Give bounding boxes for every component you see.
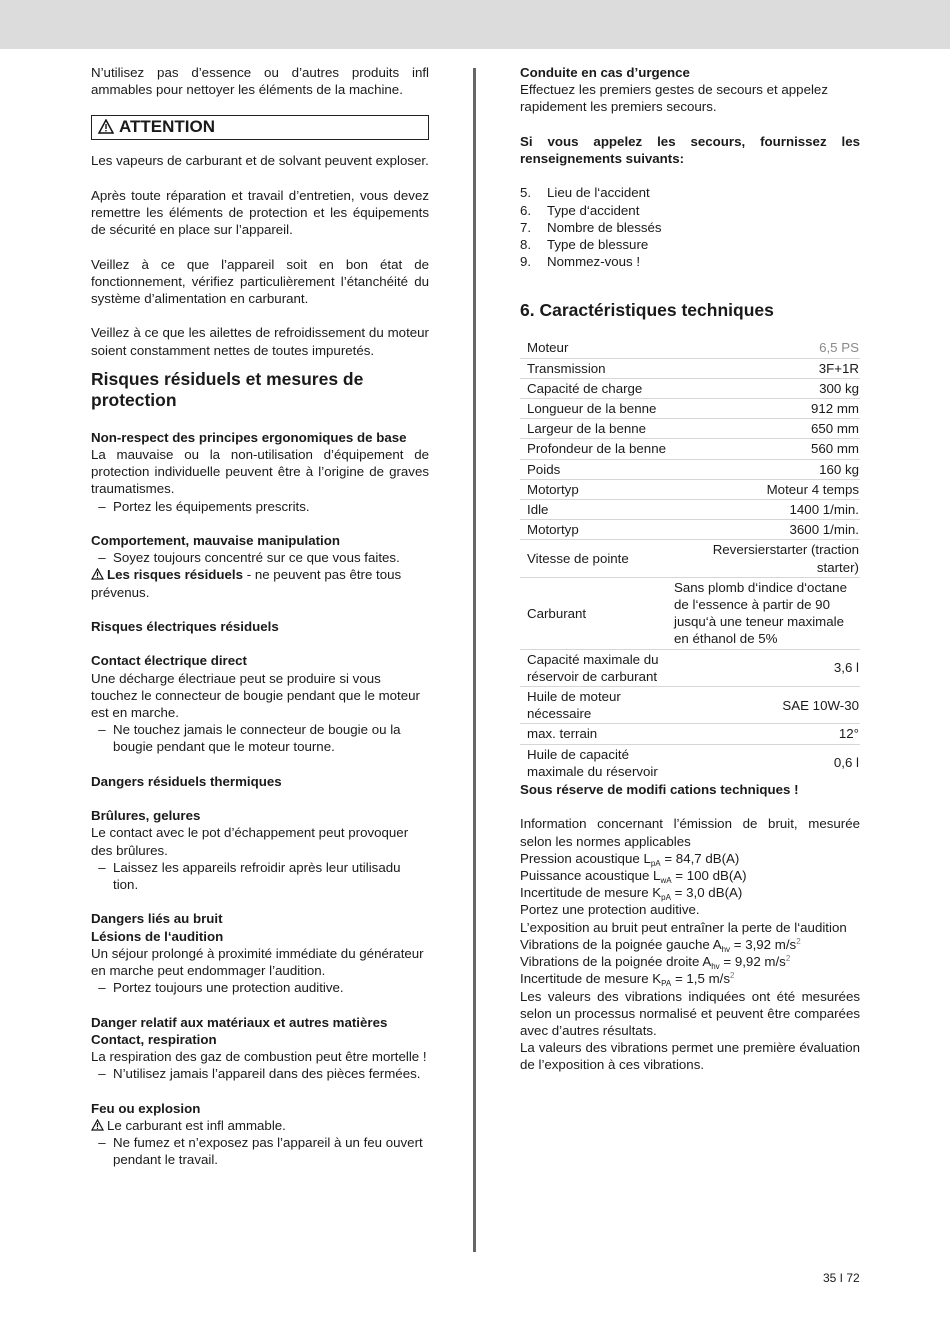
section-title-secours: Si vous appelez les secours, fournissez les renseignements suivants: <box>520 133 860 166</box>
right-column <box>520 64 860 1074</box>
section-title-ergonomie: Non-respect des principes ergonomiques de base <box>91 429 407 445</box>
paragraph-veillez-2: Veillez à ce que les ailettes de refroidissement du moteur soient constamment nettes de toutes impuretés. <box>91 325 429 358</box>
warning-icon <box>98 119 114 134</box>
warning-line-feu: Le carburant est infl ammable. <box>91 1117 429 1134</box>
section-text-brulures: Le contact avec le pot d’échappement peut provoquer des brûlures. <box>91 825 409 858</box>
heading-risques: Risques résiduels et mesures de protection <box>91 368 364 410</box>
section-title-urgence: Conduite en cas d’urgence <box>520 65 690 80</box>
section-title-respiration: Contact, respiration <box>91 1031 217 1047</box>
vibrations-text-1: Les valeurs des vibrations indiquées ont été mesurées selon un processus normalisé et peuvent être comparées avec d’autres résultats. <box>520 988 860 1038</box>
table-row: Profondeur de la benne 560 mm <box>520 439 860 459</box>
section-title-feu: Feu ou explosion <box>91 1100 201 1116</box>
bullet-item: – N’utilisez jamais l’appareil dans des pièces fermées. <box>98 1066 421 1082</box>
section-title-materiaux: Danger relatif aux matériaux et autres matières <box>91 1014 388 1030</box>
puissance-acoustique: Puissance acoustique $L_{wA} = 100$ dB(A) <box>520 868 747 886</box>
attention-label: ATTENTION <box>119 117 216 137</box>
section-text-urgence: Effectuez les premiers gestes de secours et appelez rapidement les premiers secours. <box>520 82 828 115</box>
bullet-item: – Laissez les appareils refroidir après leur utilisadu tion. <box>98 859 401 892</box>
section-title-audition: Lésions de l‘audition <box>91 928 224 944</box>
table-row: Carburant Sans plomb d‘indice d‘octane de l‘essence à partir de 90 jusqu‘à une teneur maximale en éthanol de 5% <box>520 577 860 649</box>
header-bar <box>0 0 950 49</box>
table-row: Poids 160 kg <box>520 459 860 479</box>
list-item: 6. Type d‘accident <box>520 202 640 218</box>
paragraph-essence: N’utilisez pas d’essence ou d’autres produits infl ammables pour nettoyer les éléments de la machine. <box>91 65 429 98</box>
warning-icon <box>91 568 104 580</box>
bullet-item: – Portez toujours une protection auditive. <box>98 980 344 996</box>
protection-auditive: Portez une protection auditive. <box>520 902 700 918</box>
left-column <box>91 64 429 1168</box>
table-row: Capacité maximale du réservoir de carburant 3,6 l <box>520 649 860 686</box>
section-text-contact: Une décharge électriaue peut se produire si vous touchez le connecteur de bougie pendant que le moteur est en marche. <box>91 670 420 720</box>
spec-table <box>520 338 860 781</box>
section-title-bruit: Dangers liés au bruit <box>91 911 223 927</box>
bullet-item: – Portez les équipements prescrits. <box>98 498 310 514</box>
vibrations-droite: Vibrations de la poignée droite $A_{hv} = 9,92$ $m/s^2$ <box>520 954 791 972</box>
table-row: Transmission 3F+1R <box>520 358 860 378</box>
section-text-ergonomie: La mauvaise ou la non-utilisation d’équipement de protection individuelle peuvent être à l’origine de graves traumatismes. <box>91 447 429 497</box>
paragraph-vapeurs: Les vapeurs de carburant et de solvant peuvent exploser. <box>91 153 429 169</box>
exposition-bruit: L’exposition au bruit peut entraîner la perte de l‘audition <box>520 919 847 935</box>
list-item: 5. Lieu de l‘accident <box>520 185 650 201</box>
incertitude-bruit: Incertitude de mesure $K_{pA} = 3,0$ dB(A) <box>520 885 743 903</box>
list-item: 7. Nombre de blessés <box>520 219 662 235</box>
table-row: Motortyp Moteur 4 temps <box>520 479 860 499</box>
section-title-brulures: Brûlures, gelures <box>91 808 201 824</box>
accident-info-list <box>520 184 860 270</box>
list-item: 9. Nommez-vous ! <box>520 254 641 270</box>
warning-icon <box>91 1119 104 1131</box>
bullet-item: – Ne touchez jamais le connecteur de bougie ou la bougie pendant que le moteur tourne. <box>98 722 401 755</box>
column-divider <box>473 68 476 1252</box>
table-row: max. terrain 12° <box>520 724 860 744</box>
warning-line-risques: Les risques résiduels - ne peuvent pas être tous prévenus. <box>91 567 402 600</box>
table-row: Longueur de la benne 912 mm <box>520 399 860 419</box>
table-row: Moteur 6,5 PS <box>520 338 860 358</box>
heading-caracteristiques: 6. Caractéristiques techniques <box>520 300 774 321</box>
table-row: Idle 1400 1/min. <box>520 500 860 520</box>
paragraph-apres: Après toute réparation et travail d’entretien, vous devez remettre les éléments de protection et les équipements de sécurité en place sur l’appareil. <box>91 187 429 238</box>
bruit-intro: Information concernant l’émission de bruit, mesurée selon les normes applicables <box>520 816 860 849</box>
list-item: 8. Type de blessure <box>520 237 649 252</box>
pression-acoustique: Pression acoustique $L_{pA} = 84,7$ dB(A) <box>520 850 740 868</box>
vibrations-gauche: Vibrations de la poignée gauche $A_{hv} = 3,92$ $m/s^2$ <box>520 936 801 954</box>
table-row: Capacité de charge 300 kg <box>520 378 860 398</box>
bullet-item: – Soyez toujours concentré sur ce que vous faites. <box>98 550 400 566</box>
table-row: Huile de capacité maximale du réservoir 0,6 l <box>527 746 859 779</box>
section-title-comportement: Comportement, mauvaise manipulation <box>91 533 340 548</box>
section-text-bruit: Un séjour prolongé à proximité immédiate du générateur en marche peut endommager l’audition. <box>91 945 424 978</box>
page-number: 35 I 72 <box>823 1271 860 1285</box>
paragraph-veillez-1: Veillez à ce que l’appareil soit en bon état de fonctionnement, vérifiez particulièrement l’étanchéité du système d’alimentation en carburant. <box>91 256 429 306</box>
incertitude-vibrations: Incertitude de mesure $K_{PA} = 1,5$ $m/s^2$ <box>520 971 735 989</box>
attention-box <box>91 115 429 140</box>
section-title-contact: Contact électrique direct <box>91 653 247 669</box>
bullet-item: – Ne fumez et n’exposez pas l’appareil à un feu ouvert pendant le travail. <box>98 1135 423 1168</box>
table-row: Huile de moteur nécessaire SAE 10W-30 <box>520 687 860 724</box>
section-title-electrique: Risques électriques résiduels <box>91 619 279 634</box>
reserve-note: Sous réserve de modifi cations techniques ! <box>520 782 799 798</box>
table-row: Motortyp 3600 1/min. <box>520 520 860 540</box>
table-row: Vitesse de pointe Reversierstarter (traction starter) <box>520 540 860 577</box>
vibrations-text-2: La valeurs des vibrations permet une première évaluation de l’exposition à ces vibrations. <box>520 1040 860 1073</box>
section-title-thermiques: Dangers résiduels thermiques <box>91 773 282 789</box>
section-text-respiration: La respiration des gaz de combustion peut être mortelle ! <box>91 1049 427 1064</box>
table-row: Largeur de la benne 650 mm <box>520 419 860 439</box>
